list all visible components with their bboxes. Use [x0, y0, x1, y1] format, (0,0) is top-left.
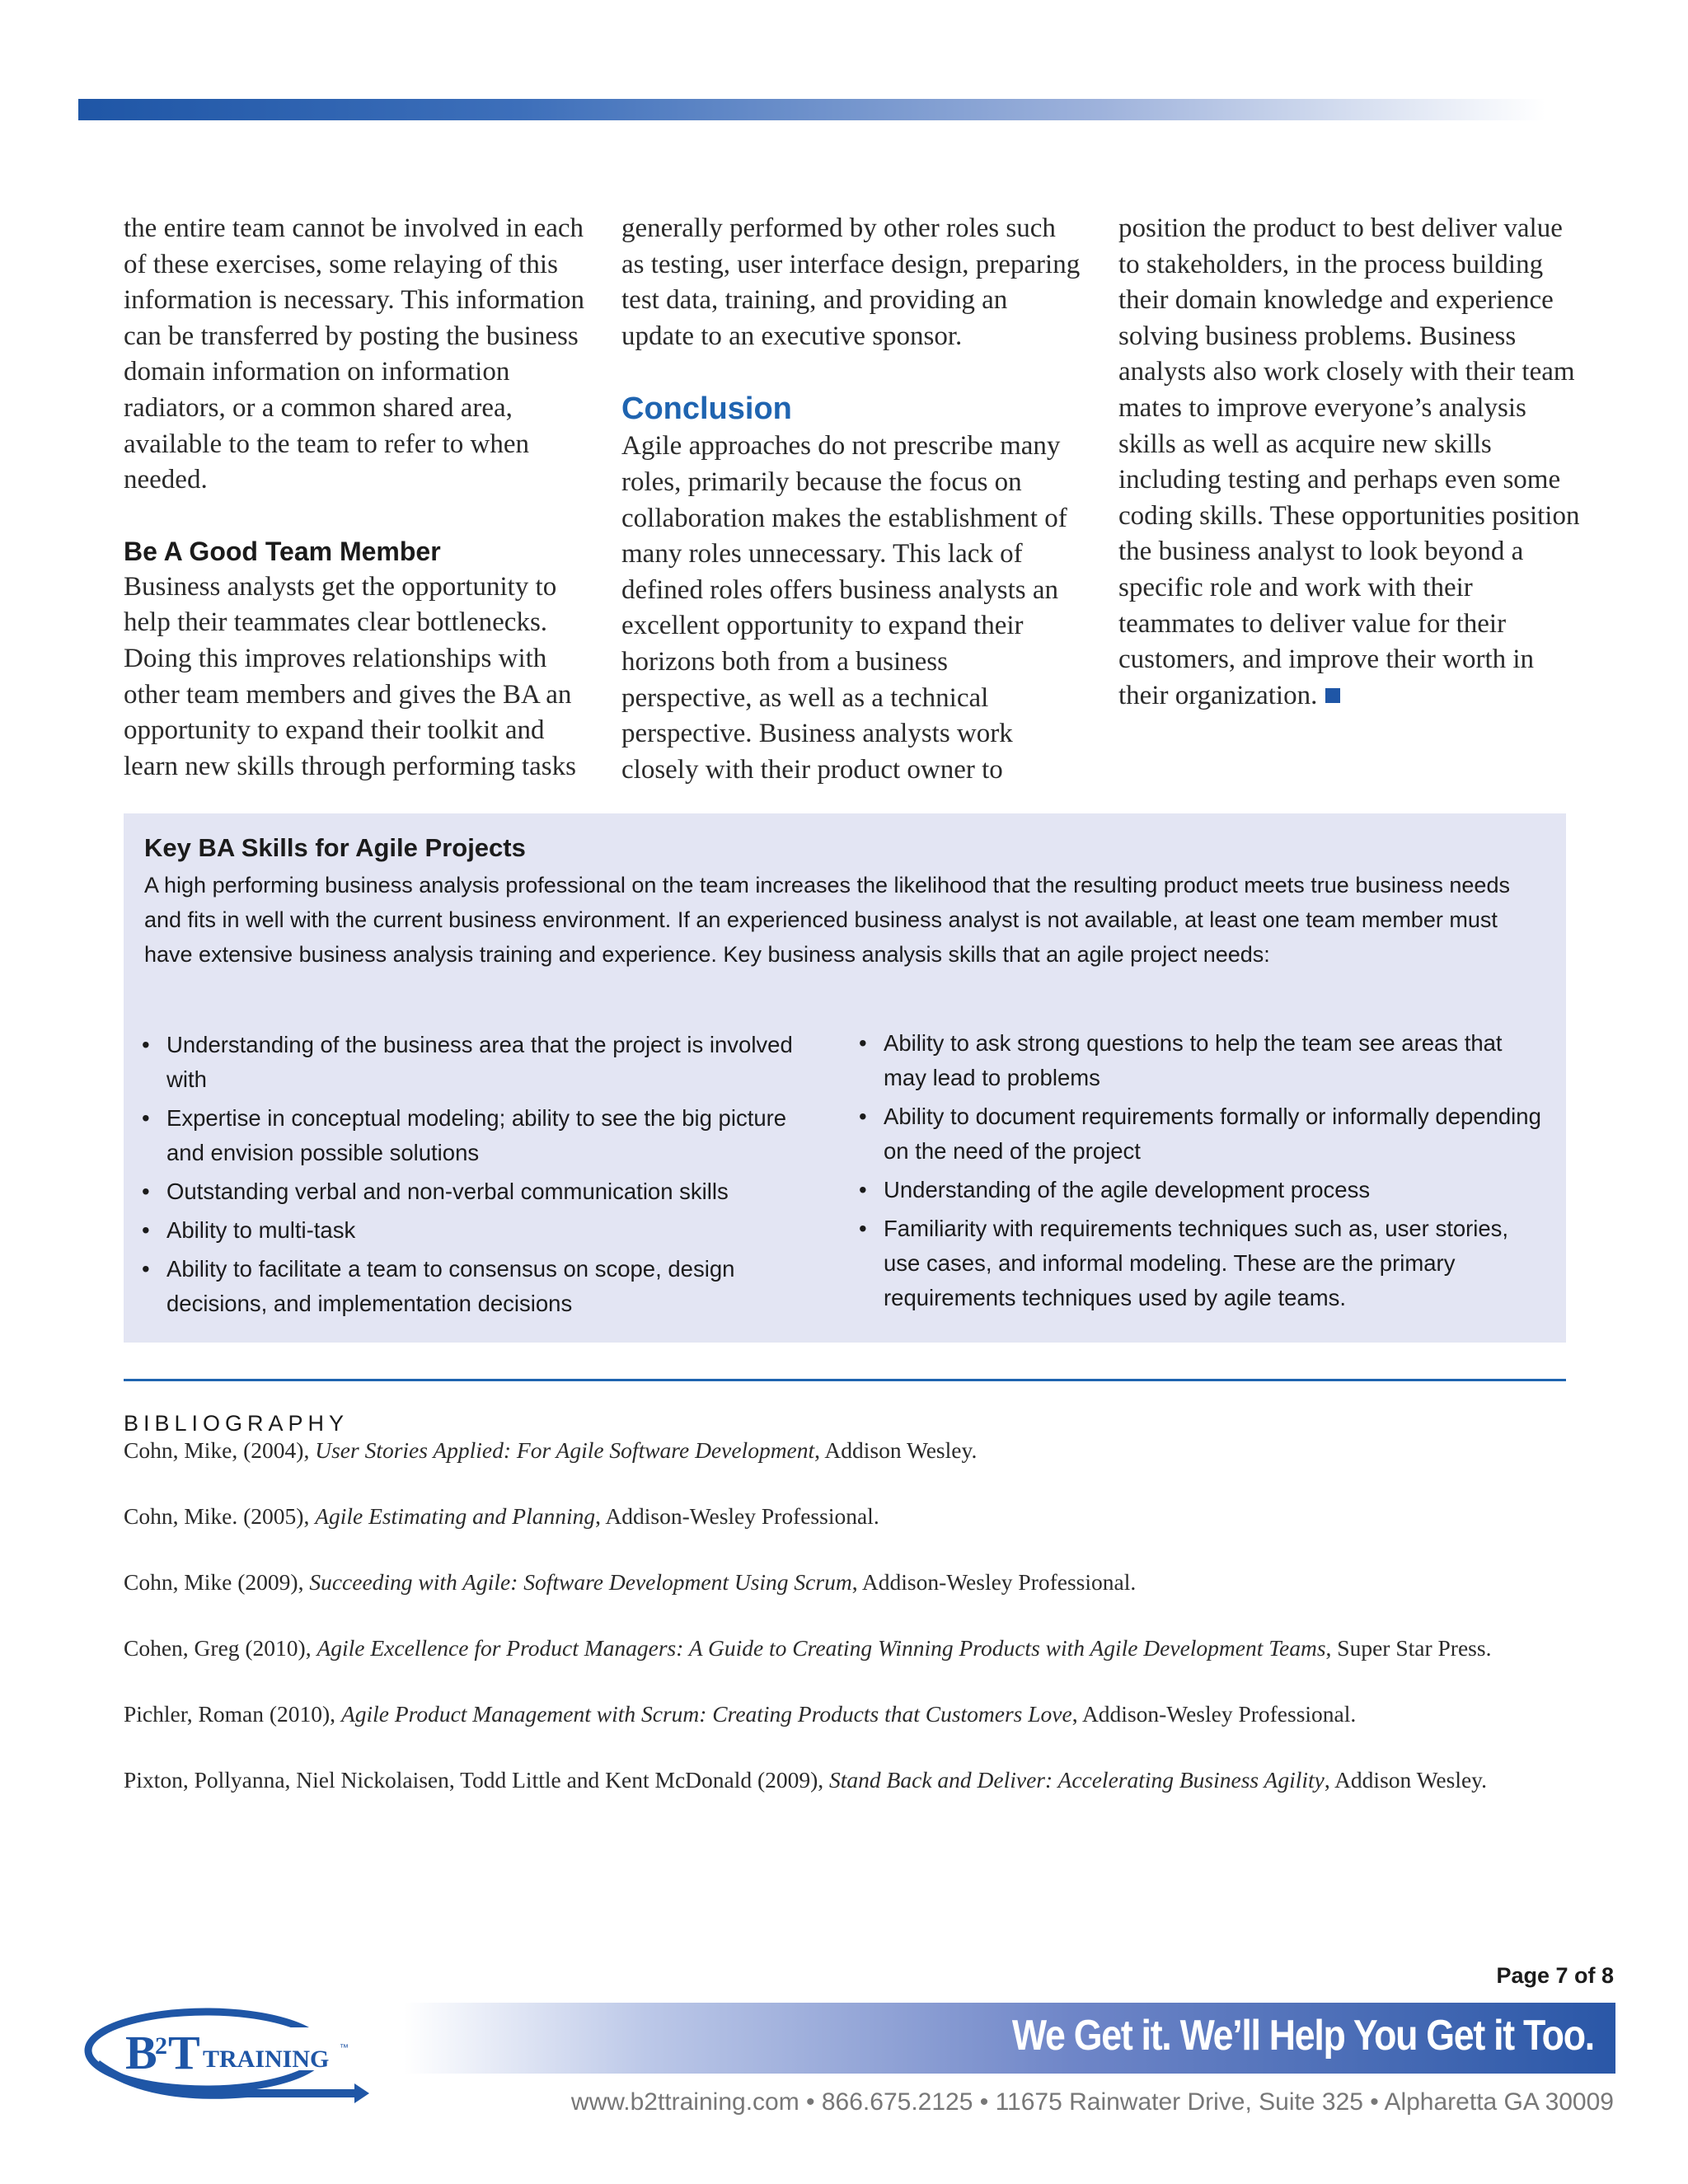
header-gradient-bar	[78, 99, 1545, 120]
logo-arrow-icon	[354, 2083, 369, 2103]
bibliography-entry	[124, 1701, 1356, 1727]
list-item: • Expertise in conceptual modeling; ability to see the big picture and envision possible solutions	[142, 1101, 818, 1170]
key-skills-intro: A high performing business analysis professional on the team increases the likelihood that the resulting product meets true business needs and fits in well with the current business environment. If an experienced business analyst is not available, at least one team member must have extensive business analysis training and experience. Key business analysis skills that an agile project needs:	[144, 873, 1510, 967]
list-item: • Familiarity with requirements techniques such as, user stories, use cases, and informal modeling. These are the primary requirements techniques used by agile teams.	[859, 1212, 1551, 1315]
body-paragraph-text: position the product to best deliver value to stakeholders, in the process building their domain knowledge and experience solving business problems. Business analysts also work closely with their team mates to improve everyone’s analysis skills as well as acquire new skills including testing and perhaps even some coding skills. These opportunities position the business analyst to look beyond a specific role and work with their teammates to deliver value for their customers, and improve their worth in their organization.	[1118, 213, 1580, 710]
key-skills-title: Key BA Skills for Agile Projects	[144, 833, 526, 862]
bib-title: Agile Estimating and Planning	[315, 1503, 596, 1529]
column-1	[124, 211, 585, 785]
section-divider	[124, 1379, 1566, 1381]
body-paragraph	[1118, 211, 1580, 714]
bib-title: Stand Back and Deliver: Accelerating Business Agility	[829, 1767, 1325, 1793]
tagline-text: We Get it. We’ll Help You Get it Too.	[1012, 2012, 1594, 2060]
bib-title: User Stories Applied: For Agile Software Development	[315, 1437, 815, 1463]
bib-publisher: , Addison-Wesley Professional.	[595, 1503, 879, 1529]
list-item: • Understanding of the business area that the project is involved with	[142, 1028, 818, 1097]
body-paragraph: the entire team cannot be involved in each of these exercises, some relaying of this information is necessary. This information can be transferred by posting the business domain information on information radiators, or a common shared area, available to the team to refer to when needed.	[124, 213, 585, 495]
bib-author: Pixton, Pollyanna, Niel Nickolaisen, Todd Little and Kent McDonald (2009),	[124, 1767, 830, 1793]
list-item: • Ability to facilitate a team to consensus on scope, design decisions, and implementation decisions	[142, 1252, 818, 1321]
bibliography-entry	[124, 1635, 1491, 1661]
column-2	[621, 211, 1083, 788]
list-item: • Ability to multi-task	[142, 1213, 818, 1248]
contact-info: www.b2ttraining.com • 866.675.2125 • 11675 Rainwater Drive, Suite 325 • Alpharetta GA 30009	[570, 2088, 1614, 2116]
bibliography-entry	[124, 1767, 1487, 1793]
bib-title: Agile Product Management with Scrum: Creating Products that Customers Love	[340, 1701, 1072, 1727]
logo-letter-t: T	[168, 2026, 200, 2079]
bib-publisher: , Addison-Wesley Professional.	[851, 1569, 1137, 1595]
list-item: • Ability to ask strong questions to help the team see areas that may lead to problems	[859, 1026, 1551, 1095]
bib-author: Pichler, Roman (2010),	[124, 1701, 341, 1727]
b2t-training-logo	[82, 2003, 371, 2114]
bib-publisher: , Addison-Wesley Professional.	[1071, 1701, 1357, 1727]
skills-list-right	[859, 1026, 1551, 1319]
body-paragraph: generally performed by other roles such as testing, user interface design, preparing test data, training, and providing an update to an executive sponsor.	[621, 213, 1081, 351]
bib-publisher: , Addison Wesley.	[1324, 1767, 1488, 1793]
logo-digit-2: 2	[155, 2032, 167, 2060]
section-heading-team-member: Be A Good Team Member	[124, 536, 441, 566]
key-skills-box	[124, 813, 1566, 1343]
bib-publisher: , Super Star Press.	[1325, 1635, 1492, 1661]
bib-author: Cohn, Mike. (2005),	[124, 1503, 316, 1529]
end-of-article-icon	[1325, 688, 1340, 703]
column-3	[1118, 211, 1580, 714]
bibliography-heading: BIBLIOGRAPHY	[124, 1411, 349, 1436]
body-paragraph: Agile approaches do not prescribe many roles, primarily because the focus on collaboration makes the establishment of many roles unnecessary. This lack of defined roles offers business analysts an excellent opportunity to expand their horizons both from a business perspective, as well as a technical perspective. Business analysts work closely with their product owner to	[621, 431, 1067, 785]
bib-author: Cohn, Mike, (2004),	[124, 1437, 316, 1463]
bib-author: Cohen, Greg (2010),	[124, 1635, 317, 1661]
section-heading-conclusion: Conclusion	[621, 391, 792, 427]
bib-title: Succeeding with Agile: Software Development Using Scrum	[309, 1569, 852, 1595]
logo-training-text: TRAINING	[203, 2046, 330, 2073]
list-item: • Ability to document requirements formally or informally depending on the need of the project	[859, 1099, 1551, 1169]
list-item: • Understanding of the agile development process	[859, 1173, 1551, 1207]
page-number: Page 7 of 8	[1496, 1963, 1614, 1988]
logo-trademark: ™	[340, 2043, 349, 2053]
bibliography-entry	[124, 1437, 977, 1464]
skills-list-left	[142, 1028, 818, 1325]
list-item: • Outstanding verbal and non-verbal communication skills	[142, 1174, 818, 1209]
bib-author: Cohn, Mike (2009),	[124, 1569, 310, 1595]
bib-publisher: , Addison Wesley.	[814, 1437, 978, 1463]
bibliography-entry	[124, 1503, 879, 1530]
logo-letter-b: B	[125, 2026, 157, 2079]
tagline-banner	[404, 2003, 1615, 2074]
body-paragraph: Business analysts get the opportunity to help their teammates clear bottlenecks. Doing this improves relationships with other team members and gives the BA an opportunity to expand their toolkit and learn new skills through performing tasks	[124, 571, 576, 781]
bibliography-entry	[124, 1569, 1136, 1596]
bib-title: Agile Excellence for Product Managers: A Guide to Creating Winning Products with Agile Development Teams	[316, 1635, 1326, 1661]
